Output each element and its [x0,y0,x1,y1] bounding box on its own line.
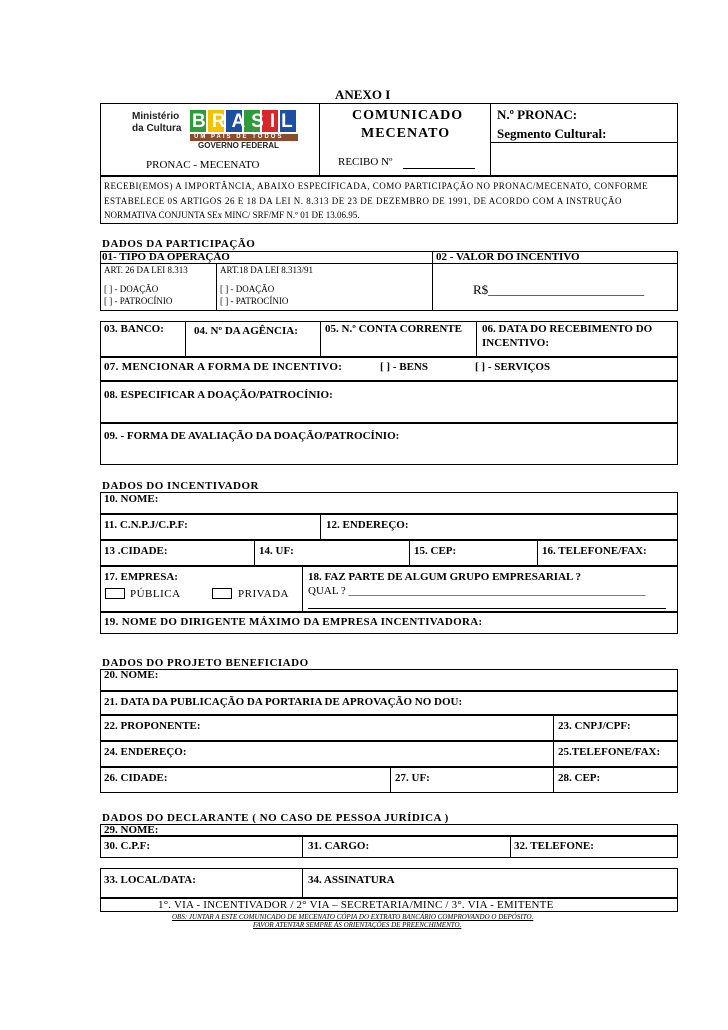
vias-text: 1°. VIA - INCENTIVADOR / 2° VIA – SECRETARIA/MINC / 3°. VIA - EMITENTE [158,899,554,911]
field-04-agencia[interactable]: 04. Nº DA AGÊNCIA: [194,325,298,337]
section-declarante: DADOS DO DECLARANTE ( NO CASO DE PESSOA JURÍDICA ) [102,812,449,824]
field-14-label[interactable]: 14. UF: [259,545,294,557]
local-data-divider [302,868,303,898]
field-30-label[interactable]: 30. C.P.F: [104,840,151,852]
field-34-label[interactable]: 34. ASSINATURA [308,874,395,886]
field-05-conta[interactable]: 05. N.º CONTA CORRENTE [325,323,462,335]
intro-line3: NORMATIVA CONJUNTA SEx MINC/ SRF/MF N.º 01 DE 13.06.95. [104,210,360,220]
title-comunicado: COMUNICADO [352,108,464,123]
header-right-rule [490,142,678,143]
section-participacao: DADOS DA PARTICIPAÇÃO [102,238,256,250]
field-13-label[interactable]: 13 .CIDADE: [104,545,168,557]
field-23-label[interactable]: 23. CNPJ/CPF: [558,720,631,732]
bank-divider-3 [476,321,477,357]
field-06-data-line1[interactable]: 06. DATA DO RECEBIMENTO DO [482,323,653,335]
section-incentivador: DADOS DO INCENTIVADOR [102,480,259,492]
ministry-logo [120,108,300,148]
art26-label: ART. 26 DA LEI 8.313 [104,265,188,275]
art18-label: ART.18 DA LEI 8.313/91 [220,265,314,275]
field-11-label[interactable]: 11. C.N.P.J/C.P.F: [104,519,188,531]
brasil-logo-text: BRASIL [192,111,299,132]
field-20-label: 20. NOME: [104,669,159,681]
field-17-label: 17. EMPRESA: [104,571,178,583]
field-21-label: 21. DATA DA PUBLICAÇÃO DA PORTARIA DE APROVAÇÃO NO DOU: [104,696,463,708]
operacao-rule [100,263,678,264]
empresa-divider [302,566,303,612]
header-divider-1 [319,103,320,176]
field-09-label: 09. - FORMA DE AVALIAÇÃO DA DOAÇÃO/PATROCÍNIO: [104,430,400,442]
field-29-label: 29. NOME: [104,824,159,836]
header-divider-2 [490,103,491,176]
bank-divider-1 [185,321,186,357]
field-18-label: 18. FAZ PARTE DE ALGUM GRUPO EMPRESARIAL ? [308,571,581,583]
field-27-label[interactable]: 27. UF: [395,772,430,784]
field-33-label[interactable]: 33. LOCAL/DATA: [104,874,196,886]
pronac-number-label: N.º PRONAC: [497,107,578,122]
obs-line2: FAVOR ATENTAR SEMPRE ÀS ORIENTAÇÕES DE PREENCHIMENTO. [253,921,462,929]
segment-label: Segmento Cultural: [497,126,607,141]
tagline-band [190,134,298,141]
intro-line2: ESTABELECE 0S ARTIGOS 26 E 18 DA LEI N. 8.313 DE 23 DE DEZEMBRO DE 1991, DE ACORDO COM A INSTRUÇÃO [104,196,622,206]
field-31-label[interactable]: 31. CARGO: [308,840,370,852]
field-06-data-line2: INCENTIVO: [482,337,550,349]
valor-incentivo-field[interactable]: R$________________________ [473,282,645,297]
publica-label: PÚBLICA [130,588,181,600]
title-mecenato: MECENATO [361,126,451,141]
privada-checkbox[interactable] [212,588,232,599]
operacao-divider [432,251,433,311]
field-02-label: 02 - VALOR DO INCENTIVO [436,251,580,263]
declarante-nome-row[interactable] [100,824,678,836]
recibo-line [403,168,475,169]
bank-divider-2 [320,321,321,357]
art-divider [216,263,217,311]
servicos-option[interactable]: [ ] - SERVIÇOS [475,361,551,373]
art26-doacao-option[interactable]: [ ] - DOAÇÃO [104,284,159,294]
cidade-projeto-divider-1 [390,767,391,793]
endereco-projeto-divider [553,741,554,767]
intro-line1: RECEBI(EMOS) A IMPORTÂNCIA, ABAIXO ESPECIFICADA, COMO PARTICIPAÇÃO NO PRONAC/MECENATO, CONFORME [104,181,649,191]
especificar-row[interactable] [100,381,678,423]
field-08-label: 08. ESPECIFICAR A DOAÇÃO/PATROCÍNIO: [104,389,333,401]
cpf-divider-2 [510,836,511,858]
art26-patrocinio-option[interactable]: [ ] - PATROCÍNIO [104,296,173,306]
nome-incentivador-row[interactable] [100,492,678,514]
field-22-label[interactable]: 22. PROPONENTE: [104,720,201,732]
projeto-nome-row[interactable] [100,669,678,691]
ministry-line2: da Cultura [132,123,182,134]
gov-label: GOVERNO FEDERAL [198,141,279,150]
field-01-label: 01- TIPO DA OPERAÇÃO [102,251,230,263]
cidade-divider-3 [537,540,538,566]
annex-title: ANEXO I [335,87,391,102]
field-15-label[interactable]: 15. CEP: [414,545,457,557]
art18-doacao-option[interactable]: [ ] - DOAÇÃO [220,284,275,294]
cidade-divider-1 [254,540,255,566]
field-10-label: 10. NOME: [104,493,159,505]
field-07-label: 07. MENCIONAR A FORMA DE INCENTIVO: [104,361,343,373]
field-25-label[interactable]: 25.TELEFONE/FAX: [558,746,661,758]
field-26-label[interactable]: 26. CIDADE: [104,772,168,784]
field-18-qual[interactable]: QUAL ? ______________________________________________________ [308,585,646,597]
proponente-divider [553,715,554,741]
field-28-label[interactable]: 28. CEP: [558,772,601,784]
field-16-label[interactable]: 16. TELEFONE/FAX: [542,545,647,557]
field-19-label: 19. NOME DO DIRIGENTE MÁXIMO DA EMPRESA INCENTIVADORA: [104,616,483,628]
privada-label: PRIVADA [238,588,289,600]
cnpj-divider [320,514,321,540]
art18-patrocinio-option[interactable]: [ ] - PATROCÍNIO [220,296,289,306]
cidade-projeto-divider-2 [553,767,554,793]
field-24-label[interactable]: 24. ENDEREÇO: [104,746,187,758]
ministry-line1: Ministério [132,111,180,122]
brasil-tagline: UM PAÍS DE TODOS [194,134,284,140]
brasil-logo [190,108,300,134]
obs-line1: OBS: JUNTAR A ESTE COMUNICADO DE MECENATO CÓPIA DO EXTRATO BANCÁRIO COMPROVANDO O DEPÓSITO. [172,913,534,921]
publica-checkbox[interactable] [105,588,125,599]
recibo-label: RECIBO Nº [338,156,393,168]
field-03-banco[interactable]: 03. BANCO: [104,323,164,335]
section-projeto: DADOS DO PROJETO BENEFICIADO [102,657,309,669]
bens-option[interactable]: [ ] - BENS [380,361,428,373]
cpf-divider-1 [302,836,303,858]
pronac-mecenato-label: PRONAC - MECENATO [146,159,260,171]
cidade-divider-2 [409,540,410,566]
field-18-extra-line[interactable] [308,608,666,609]
field-12-label[interactable]: 12. ENDEREÇO: [326,519,409,531]
field-32-label[interactable]: 32. TELEFONE: [514,840,594,852]
